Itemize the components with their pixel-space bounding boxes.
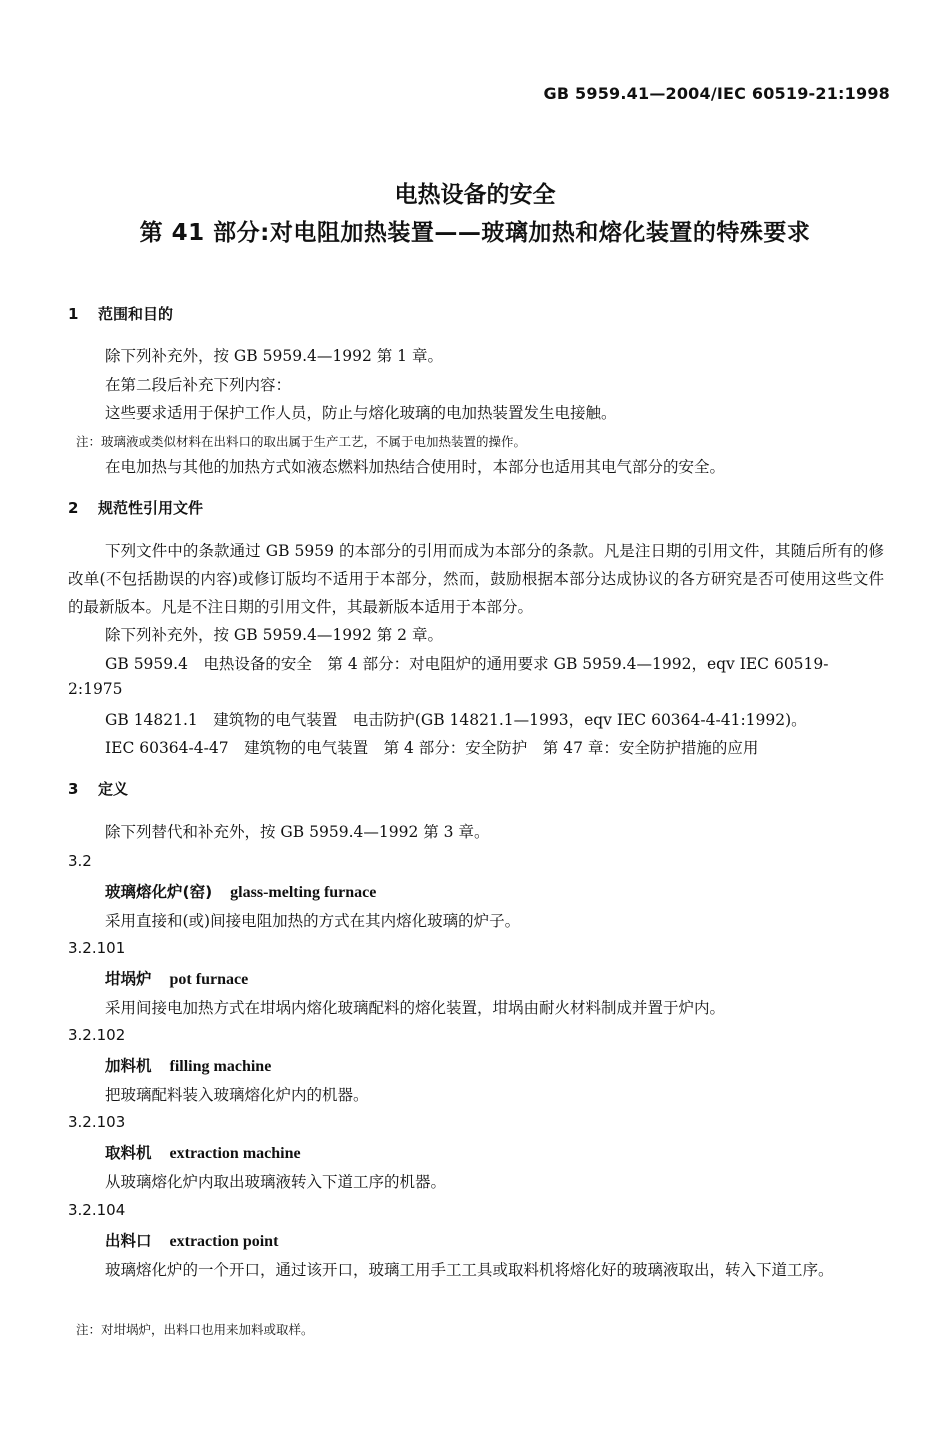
- paragraph-line: 除下列替代和补充外，按 GB 5959.4—1992 第 3 章。: [105, 823, 490, 841]
- clause-number: 3.2: [68, 852, 92, 870]
- term-english: extraction machine: [169, 1145, 301, 1162]
- term-english: filling machine: [169, 1058, 272, 1075]
- section-title: 范围和目的: [98, 305, 174, 323]
- term: [105, 1229, 278, 1251]
- section-2-heading: [68, 497, 203, 518]
- paragraph-line: 除下列补充外，按 GB 5959.4—1992 第 1 章。: [105, 347, 443, 365]
- term-english: pot furnace: [169, 971, 249, 988]
- term-chinese: 出料口: [105, 1232, 152, 1250]
- reference-entry-continued: 2:1975: [68, 680, 123, 698]
- section-number: 3: [68, 780, 79, 798]
- document-title: 电热设备的安全: [394, 182, 556, 208]
- term: [105, 967, 248, 989]
- paragraph-line: 这些要求适用于保护工作人员，防止与熔化玻璃的电加热装置发生电接触。: [105, 404, 617, 422]
- section-title: 规范性引用文件: [98, 499, 204, 517]
- section-number: 1: [68, 305, 79, 323]
- paragraph-line: 在第二段后补充下列内容：: [105, 376, 292, 394]
- clause-number: 3.2.102: [68, 1026, 126, 1044]
- reference-entry: GB 14821.1 建筑物的电气装置 电击防护(GB 14821.1—1993，eqv IEC 60364-4-41:1992)。: [105, 711, 807, 729]
- clause-number: 3.2.103: [68, 1113, 126, 1131]
- definition: 采用直接和(或)间接电阻加热的方式在其内熔化玻璃的炉子。: [105, 912, 521, 930]
- paragraph-line: 除下列补充外，按 GB 5959.4—1992 第 2 章。: [105, 626, 443, 644]
- section-number: 2: [68, 499, 79, 517]
- term-chinese: 取料机: [105, 1144, 152, 1162]
- clause-number: 3.2.104: [68, 1201, 126, 1219]
- definition: 玻璃熔化炉的一个开口，通过该开口，玻璃工用手工工具或取料机将熔化好的玻璃液取出，转入下道工序。: [105, 1261, 834, 1279]
- definition: 采用间接电加热方式在坩埚内熔化玻璃配料的熔化装置，坩埚由耐火材料制成并置于炉内。: [105, 999, 726, 1017]
- term: [105, 880, 376, 902]
- term: [105, 1054, 271, 1076]
- term-english: extraction point: [169, 1233, 279, 1250]
- term-chinese: 玻璃熔化炉(窑): [105, 883, 213, 901]
- term: [105, 1141, 301, 1163]
- section-1-heading: [68, 303, 173, 324]
- paragraph: 下列文件中的条款通过 GB 5959 的本部分的引用而成为本部分的条款。凡是注日期的引用文件，其随后所有的修改单(不包括勘误的内容)或修订版均不适用于本部分，然而，鼓励根据本部分达成协议的各方研究是否可使用这些文件的最新版本。凡是不注日期的引用文件，其最新版本适用于本部分。: [68, 542, 884, 616]
- section-title: 定义: [98, 780, 129, 798]
- reference-entry: GB 5959.4 电热设备的安全 第 4 部分：对电阻炉的通用要求 GB 5959.4—1992，eqv IEC 60519-: [105, 655, 829, 673]
- section-3-heading: [68, 778, 128, 799]
- term-chinese: 坩埚炉: [105, 970, 152, 988]
- note: 注：玻璃液或类似材料在出料口的取出属于生产工艺，不属于电加热装置的操作。: [76, 434, 527, 449]
- clause-number: 3.2.101: [68, 939, 126, 957]
- paragraph-line: 在电加热与其他的加热方式如液态燃料加热结合使用时，本部分也适用其电气部分的安全。: [105, 458, 726, 476]
- standard-code: GB 5959.41—2004/IEC 60519-21:1998: [543, 84, 890, 103]
- definition: 把玻璃配料装入玻璃熔化炉内的机器。: [105, 1086, 369, 1104]
- term-english: glass-melting furnace: [230, 884, 377, 901]
- note: 注：对坩埚炉，出料口也用来加料或取样。: [76, 1322, 314, 1337]
- reference-entry: IEC 60364-4-47 建筑物的电气装置 第 4 部分：安全防护 第 47 章：安全防护措施的应用: [105, 739, 759, 757]
- term-chinese: 加料机: [105, 1057, 152, 1075]
- document-subtitle: 第 41 部分:对电阻加热装置——玻璃加热和熔化装置的特殊要求: [139, 220, 811, 246]
- definition: 从玻璃熔化炉内取出玻璃液转入下道工序的机器。: [105, 1173, 447, 1191]
